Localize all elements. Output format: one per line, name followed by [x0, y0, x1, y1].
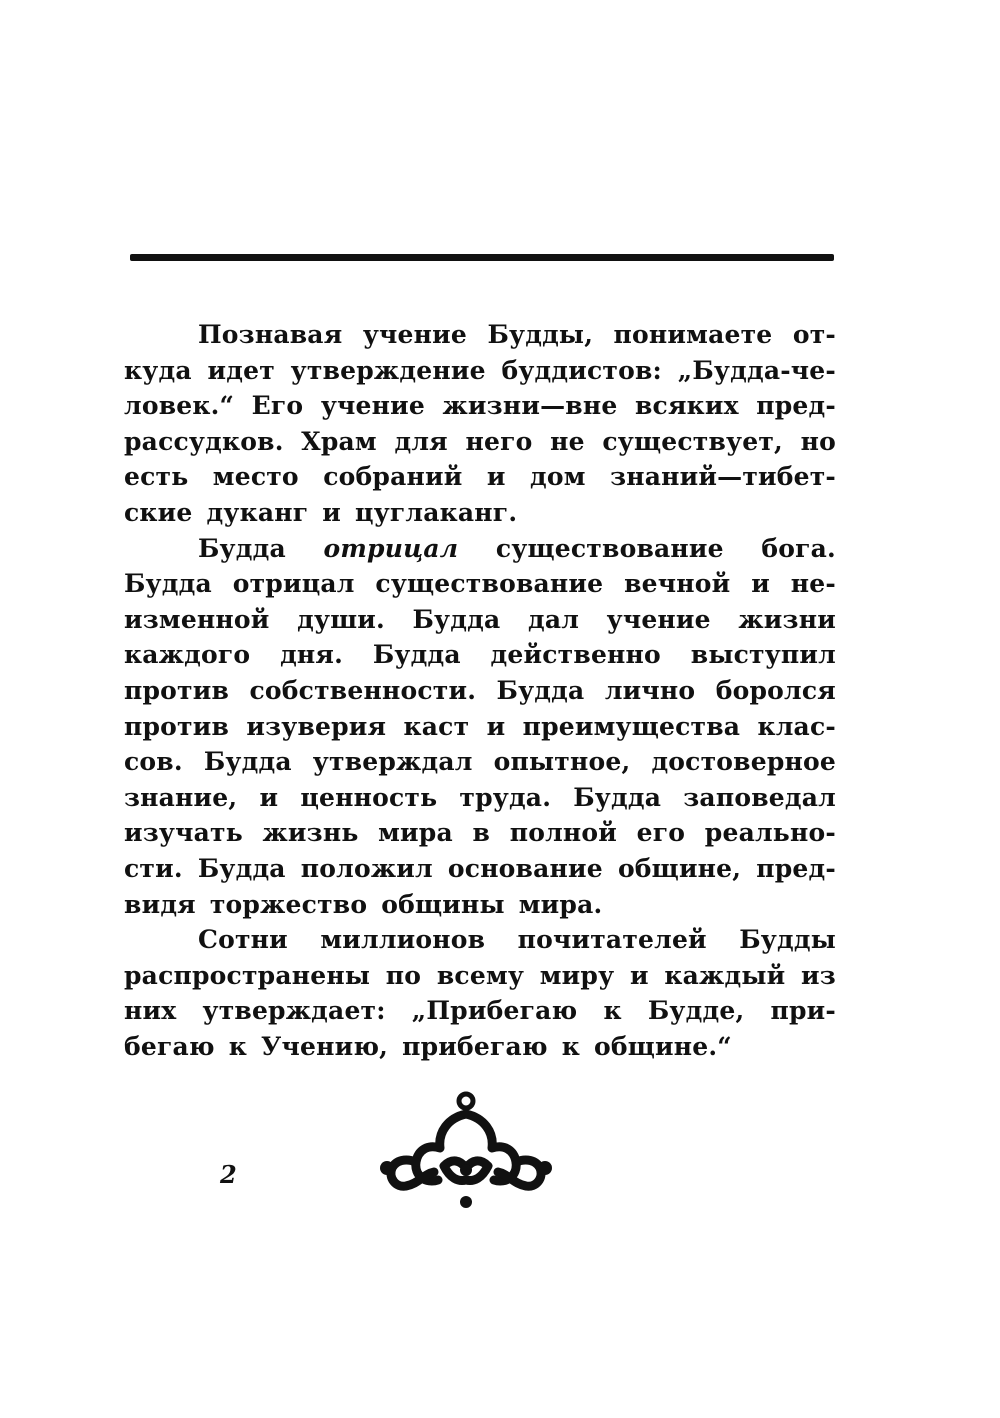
word: миру — [539, 960, 615, 990]
word: буддистов: — [501, 355, 662, 385]
word: собственности. — [249, 675, 477, 705]
word: опытное, — [493, 747, 631, 777]
word: Будда — [573, 782, 662, 812]
word: Будда — [124, 569, 212, 599]
word: от- — [792, 320, 836, 349]
word: Познавая — [198, 320, 343, 349]
word: реально- — [704, 818, 836, 848]
text-line — [124, 961, 836, 997]
word: отрицал — [232, 569, 355, 599]
word: основание — [447, 853, 603, 883]
text-line — [124, 534, 836, 570]
word: всему — [436, 960, 525, 990]
text-line — [124, 783, 836, 819]
paragraph — [124, 320, 836, 534]
word: бога. — [761, 533, 836, 563]
word: учение — [606, 604, 711, 634]
word: его — [636, 818, 686, 848]
word: полной — [509, 818, 618, 848]
text-line — [124, 890, 836, 926]
word: изучать — [124, 818, 243, 848]
page-number: 2 — [220, 1160, 237, 1189]
word: боролся — [715, 675, 836, 705]
word: но — [800, 426, 836, 456]
word: существует, — [602, 426, 783, 456]
word: торжество — [209, 889, 368, 919]
word: собраний — [323, 462, 463, 492]
word: дал — [527, 604, 580, 634]
word: видя — [124, 889, 196, 919]
word: выступил — [690, 640, 836, 670]
word: Будды — [739, 925, 836, 955]
word: утверждал — [312, 747, 473, 777]
word: жизни—вне — [442, 391, 618, 421]
word: место — [212, 462, 299, 492]
word: Храм — [301, 426, 377, 456]
word: не- — [790, 569, 836, 599]
word: существование — [495, 533, 724, 563]
word: мира. — [518, 889, 603, 919]
text-line — [124, 996, 836, 1032]
scroll-ornament-icon — [378, 1088, 554, 1212]
word: пред- — [756, 853, 836, 883]
word: и — [486, 462, 506, 492]
word: Будде, — [647, 996, 745, 1026]
word: всяких — [634, 391, 739, 421]
word: распространены — [124, 960, 371, 990]
word: Будда — [198, 533, 286, 563]
body-text — [124, 320, 836, 1067]
word: бегаю — [124, 1031, 215, 1061]
word: души. — [297, 604, 385, 634]
word: идет — [207, 355, 275, 385]
word: ловек.“ — [124, 391, 235, 421]
text-line — [124, 747, 836, 783]
word: дуканг — [206, 497, 309, 527]
word: учение — [320, 391, 425, 421]
word: жизнь — [262, 818, 359, 848]
word: не — [550, 426, 585, 456]
word: почитателей — [517, 925, 707, 955]
text-line — [124, 1032, 836, 1068]
word: него — [465, 426, 533, 456]
word: отрицал — [323, 533, 459, 563]
word: и — [486, 711, 506, 741]
word: из — [801, 960, 836, 990]
text-line — [124, 462, 836, 498]
text-line — [124, 925, 836, 961]
word: заповедал — [683, 782, 836, 812]
word: цуглаканг. — [355, 497, 518, 527]
word: и — [322, 497, 342, 527]
text-line — [124, 818, 836, 854]
word: и — [259, 782, 279, 812]
word: лично — [604, 675, 696, 705]
word: учение — [362, 320, 467, 349]
word: „Будда-че- — [677, 355, 836, 385]
word: пред- — [756, 391, 836, 421]
text-line — [124, 356, 836, 392]
header-rule — [130, 254, 834, 261]
word: дня. — [280, 640, 343, 670]
text-line — [124, 427, 836, 463]
word: миллионов — [320, 925, 486, 955]
word: каждый — [664, 960, 786, 990]
word: Его — [251, 391, 304, 421]
word: общине.“ — [594, 1031, 732, 1061]
word: общины — [381, 889, 505, 919]
paragraph — [124, 534, 836, 926]
word: Будда — [203, 747, 292, 777]
word: утверждение — [290, 355, 486, 385]
word: в — [472, 818, 491, 848]
word: Будда — [412, 604, 501, 634]
text-line — [124, 712, 836, 748]
word: Будда — [496, 675, 585, 705]
word: и — [629, 960, 649, 990]
word: к — [561, 1031, 580, 1061]
word: преимущества — [522, 711, 741, 741]
text-line — [124, 569, 836, 605]
word: рассудков. — [124, 426, 284, 456]
text-line — [124, 391, 836, 427]
word: каст — [403, 711, 470, 741]
word: Будда — [197, 853, 286, 883]
word: изуверия — [246, 711, 387, 741]
word: знание, — [124, 782, 238, 812]
word: сов. — [124, 747, 183, 777]
word: достоверное — [651, 747, 836, 777]
word: Сотни — [198, 925, 288, 955]
word: понимаете — [613, 320, 773, 349]
word: ценность — [300, 782, 438, 812]
word: Будды, — [487, 320, 594, 349]
word: куда — [124, 355, 192, 385]
text-line — [124, 854, 836, 890]
word: Будда — [372, 640, 461, 670]
word: клас- — [757, 711, 836, 741]
word: „Прибегаю — [411, 996, 578, 1026]
word: труда. — [459, 782, 552, 812]
word: Учению, — [261, 1031, 389, 1061]
word: мира — [378, 818, 453, 848]
word: вечной — [624, 569, 731, 599]
word: и — [751, 569, 770, 599]
text-line — [124, 640, 836, 676]
text-line — [124, 605, 836, 641]
text-line — [124, 498, 836, 534]
word: дом — [530, 462, 586, 492]
word: по — [385, 960, 422, 990]
word: к — [228, 1031, 247, 1061]
word: знаний—тибет- — [610, 462, 836, 492]
paragraph — [124, 925, 836, 1067]
word: действенно — [490, 640, 661, 670]
text-line — [124, 320, 836, 356]
word: прибегаю — [402, 1031, 548, 1061]
word: общине, — [617, 853, 742, 883]
word: каждого — [124, 640, 251, 670]
word: положил — [300, 853, 433, 883]
word: против — [124, 675, 230, 705]
word: сти. — [124, 853, 183, 883]
word: ские — [124, 497, 193, 527]
word: есть — [124, 462, 189, 492]
word: для — [394, 426, 448, 456]
word: утверждает: — [202, 996, 386, 1026]
word: жизни — [738, 604, 836, 634]
word: изменной — [124, 604, 270, 634]
word: них — [124, 996, 177, 1026]
word: при- — [770, 996, 836, 1026]
text-line — [124, 676, 836, 712]
word: существование — [375, 569, 604, 599]
word: к — [603, 996, 622, 1026]
word: против — [124, 711, 230, 741]
